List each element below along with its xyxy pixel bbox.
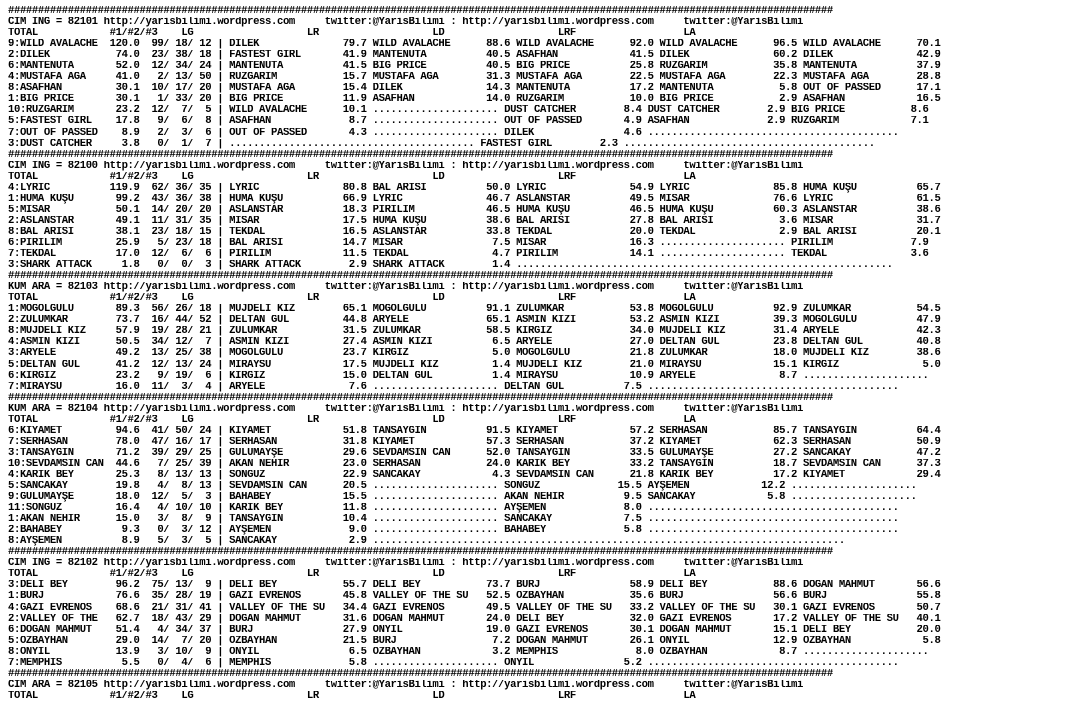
text-line: ########################################################################################################################################## bbox=[8, 271, 833, 283]
text-line: 1:AKAN NEHİR 15.0 3/ 8/ 9 | TANSAYGIN 10.4 ..................... SANCAKAY 7.5 .......................................... bbox=[8, 514, 899, 526]
text-line: ########################################################################################################################################## bbox=[8, 149, 833, 161]
text-line: 4:MUSTAFA AGA 41.0 2/ 13/ 50 | RÜZGARIM 15.7 MUSTAFA AGA 31.3 MUSTAFA AGA 22.5 MUSTAFA AGA 22.3 MUSTAFA AGA 28.8 bbox=[8, 72, 941, 84]
text-line: 10:RÜZGARIM 23.2 12/ 7/ 5 | WILD AVALACHE 10.1 ..................... DUST CATCHER 8.4 DUST CATCHER 2.9 BIG PRICE 8.6 bbox=[8, 105, 929, 117]
text-line: 7:SERHASAN 78.0 47/ 16/ 17 | SERHASAN 31.8 KIYAMET 57.3 SERHASAN 37.2 KIYAMET 62.3 SERHASAN 50.9 bbox=[8, 436, 941, 448]
text-line: CIM ING = 82100 http://yarisbilimi.wordpress.com twitter:@YarisBilimi : http://yarisbilimi.wordpress.com twitter:@YarisBilimi bbox=[8, 160, 803, 172]
text-line: 1:BURJ 76.6 35/ 28/ 19 | GAZİ EVRENOS 45.8 VALLEY OF THE SU 52.5 ÖZBAYHAN 35.6 BURJ 56.6 BURJ 55.8 bbox=[8, 591, 941, 603]
text-line: 7:MEMPHIS 5.5 0/ 4/ 6 | MEMPHIS 5.8 ..................... ONYIL 5.2 .......................................... bbox=[8, 657, 899, 669]
text-line: TOTAL #1/#2/#3 LG LR LD LRF LA bbox=[8, 28, 696, 40]
text-line: 11:SONGÜZ 16.4 4/ 10/ 10 | KARIK BEY 11.8 ..................... AYŞEMEN 8.0 .......................................... bbox=[8, 503, 899, 515]
text-line: 1:MOĞOLGÜLÜ 89.3 56/ 26/ 18 | MÜJDELİ KIZ 65.1 MOĞOLGÜLÜ 91.1 ZÜLUMKAR 53.8 MOĞOLGÜLÜ 92.9 ZÜLUMKAR 54.5 bbox=[8, 304, 941, 316]
text-line: 2:DILEK 74.0 23/ 38/ 18 | FASTEST GIRL 41.9 MANTENUTA 40.5 ASAFHAN 41.5 DILEK 60.2 DILEK 42.9 bbox=[8, 50, 941, 62]
text-line: TOTAL #1/#2/#3 LG LR LD LRF LA bbox=[8, 171, 696, 183]
text-line: 4:LYRIC 119.9 62/ 36/ 35 | LYRIC 80.8 BAL ARISI 50.0 LYRIC 54.9 LYRIC 85.8 HUMA KUŞU 65.7 bbox=[8, 182, 941, 194]
text-line: 5:SANCAKAY 19.8 4/ 8/ 13 | SEVDAMSIN CAN 20.5 ..................... SONGÜZ 15.5 AYŞEMEN 12.2 ..................... bbox=[8, 481, 917, 493]
text-line: 7:OUT OF PASSED 8.9 2/ 3/ 6 | OUT OF PASSED 4.3 ..................... DILEK 4.6 .......................................... bbox=[8, 127, 899, 139]
text-line: 8:ONYIL 13.9 3/ 10/ 9 | ONYIL 6.5 ÖZBAYHAN 3.2 MEMPHIS 8.0 ÖZBAYHAN 8.7 ..................... bbox=[8, 646, 929, 658]
text-line: 1:BIG PRICE 30.1 1/ 33/ 20 | BIG PRICE 11.9 ASAFHAN 14.0 RÜZGARIM 10.0 BIG PRICE 2.9 ASAFHAN 16.5 bbox=[8, 94, 941, 106]
text-line: 6:DOĞAN MAHMUT 51.4 4/ 34/ 37 | BURJ 27.9 ONYIL 19.0 GAZİ EVRENOS 30.1 DOĞAN MAHMUT 15.1 DELI BEY 20.0 bbox=[8, 624, 941, 636]
text-line: TOTAL #1/#2/#3 LG LR LD LRF LA bbox=[8, 690, 696, 702]
text-line: 9:WILD AVALACHE 120.0 99/ 18/ 12 | DILEK 79.7 WILD AVALACHE 88.6 WILD AVALACHE 92.0 WILD AVALACHE 96.5 WILD AVALACHE 70.1 bbox=[8, 39, 941, 51]
text-line: 6:PIRILIM 25.9 5/ 23/ 18 | BAL ARISI 14.7 MISAR 7.5 MISAR 16.3 ..................... PIRILIM 7.9 bbox=[8, 237, 929, 249]
text-line: 5:ÖZBAYHAN 29.0 14/ 7/ 20 | ÖZBAYHAN 21.5 BURJ 7.2 DOĞAN MAHMUT 26.1 ONYIL 12.9 ÖZBAYHAN 5.8 bbox=[8, 635, 941, 647]
text-line: 4:KARIK BEY 25.3 8/ 13/ 13 | SONGÜZ 22.9 SANCAKAY 4.3 SEVDAMSIN CAN 21.8 KARIK BEY 17.2 KIYAMET 29.4 bbox=[8, 469, 941, 481]
text-line: 5:FASTEST GIRL 17.8 9/ 6/ 8 | ASAFHAN 8.7 ..................... OUT OF PASSED 4.9 ASAFHAN 2.9 RÜZGARIM 7.1 bbox=[8, 116, 929, 128]
text-line: ########################################################################################################################################## bbox=[8, 668, 833, 680]
text-line: 8:AYŞEMEN 8.9 5/ 3/ 5 | SANCAKAY 2.9 ............................................................................... bbox=[8, 536, 845, 548]
text-line: ########################################################################################################################################## bbox=[8, 392, 833, 404]
text-line: 8:ASAFHAN 30.1 10/ 17/ 20 | MUSTAFA AGA 15.4 DILEK 14.3 MANTENUTA 17.2 MANTENUTA 5.8 OUT OF PASSED 17.1 bbox=[8, 83, 941, 95]
text-line: CIM ARA = 82105 http://yarisbilimi.wordpress.com twitter:@YarisBilimi : http://yarisbilimi.wordpress.com twitter:@YarisBilimi bbox=[8, 679, 803, 691]
text-line: 4:GAZİ EVRENOS 68.6 21/ 31/ 41 | VALLEY OF THE SU 34.4 GAZİ EVRENOS 49.5 VALLEY OF THE SU 33.2 VALLEY OF THE SU 30.1 GAZİ EVRENOS 50.7 bbox=[8, 602, 941, 614]
text-line: 10:SEVDAMSIN CAN 44.6 7/ 25/ 39 | AKAN NEHİR 23.0 SERHASAN 24.0 KARIK BEY 33.2 TANSAYGIN 18.7 SEVDAMSIN CAN 37.3 bbox=[8, 458, 941, 470]
text-line: 3:DELI BEY 96.2 75/ 13/ 9 | DELI BEY 55.7 DELI BEY 73.7 BURJ 58.9 DELI BEY 88.6 DOĞAN MAHMUT 56.6 bbox=[8, 580, 941, 592]
text-line: 6:MANTENUTA 52.0 12/ 34/ 24 | MANTENUTA 41.5 BIG PRICE 40.5 BIG PRICE 25.8 RÜZGARIM 35.8 MANTENUTA 37.9 bbox=[8, 61, 941, 73]
text-line: 3:ARYELE 49.2 13/ 25/ 38 | MOĞOLGÜLÜ 23.7 KIRGIZ 5.0 MOĞOLGÜLÜ 21.8 ZÜLUMKAR 18.0 MÜJDELİ KIZ 38.6 bbox=[8, 348, 941, 360]
text-line: TOTAL #1/#2/#3 LG LR LD LRF LA bbox=[8, 293, 696, 305]
text-line: 7:MIRAYSU 16.0 11/ 3/ 4 | ARYELE 7.6 ..................... DELTAN GÜL 7.5 .......................................... bbox=[8, 381, 899, 393]
text-line: 6:KIYAMET 94.6 41/ 50/ 24 | KIYAMET 51.8 TANSAYGIN 91.5 KIYAMET 57.2 SERHASAN 85.7 TANSAYGIN 64.4 bbox=[8, 425, 941, 437]
text-line: 6:KIRGIZ 23.2 9/ 19/ 6 | KIRGIZ 15.0 DELTAN GÜL 1.4 MIRAYSU 10.9 ARYELE 8.7 ..................... bbox=[8, 370, 929, 382]
text-line: 1:HUMA KUŞU 99.2 43/ 36/ 38 | HUMA KUŞU 66.9 LYRIC 46.7 ASLANSTAR 49.5 MISAR 76.6 LYRIC 61.5 bbox=[8, 193, 941, 205]
text-line: KUM ARA = 82104 http://yarisbilimi.wordpress.com twitter:@YarisBilimi : http://yarisbilimi.wordpress.com twitter:@YarisBilimi bbox=[8, 403, 803, 415]
text-line bbox=[8, 702, 1077, 712]
text-line: CIM ING = 82101 http://yarisbilimi.wordpress.com twitter:@YarisBilimi : http://yarisbilimi.wordpress.com twitter:@YarisBilimi bbox=[8, 17, 803, 29]
text-line: 3:DUST CATCHER 3.8 0/ 1/ 7 | ......................................... FASTEST GIRL 2.3 .......................................... bbox=[8, 138, 875, 150]
text-line: 2:ASLANSTAR 49.1 11/ 31/ 35 | MISAR 17.5 HUMA KUŞU 38.6 BAL ARISI 27.8 BAL ARISI 3.6 MISAR 31.7 bbox=[8, 215, 941, 227]
text-line: 5:DELTAN GÜL 41.2 12/ 13/ 24 | MIRAYSU 17.5 MÜJDELİ KIZ 1.4 MÜJDELİ KIZ 21.0 MIRAYSU 15.1 KIRGIZ 5.0 bbox=[8, 359, 941, 371]
text-line: 8:BAL ARISI 38.1 23/ 18/ 15 | TEKDAL 16.5 ASLANSTAR 33.8 TEKDAL 20.0 TEKDAL 2.9 BAL ARISI 20.1 bbox=[8, 226, 941, 238]
text-line: 3:TANSAYGIN 71.2 39/ 29/ 25 | GÜLÜMAYŞE 29.6 SEVDAMSIN CAN 52.0 TANSAYGIN 33.5 GÜLÜMAYŞE 27.2 SANCAKAY 47.2 bbox=[8, 447, 941, 459]
text-line: 3:SHARK ATTACK 1.8 0/ 0/ 3 | SHARK ATTACK 2.9 SHARK ATTACK 1.4 ............................................................... bbox=[8, 260, 893, 272]
text-line: 8:MÜJDELİ KIZ 57.9 19/ 28/ 21 | ZÜLUMKAR 31.5 ZÜLUMKAR 58.5 KIRGIZ 34.0 MÜJDELİ KIZ 31.4 ARYELE 42.3 bbox=[8, 326, 941, 338]
text-line: 2:BAHABEY 9.3 0/ 3/ 12 | AYŞEMEN 9.0 ..................... BAHABEY 5.8 .......................................... bbox=[8, 525, 899, 537]
text-line: TOTAL #1/#2/#3 LG LR LD LRF LA bbox=[8, 414, 696, 426]
text-line: 2:VALLEY OF THE 62.7 18/ 43/ 29 | DOĞAN MAHMUT 31.6 DOĞAN MAHMUT 24.0 DELI BEY 32.0 GAZİ EVRENOS 17.2 VALLEY OF THE SU 40.1 bbox=[8, 613, 941, 625]
text-line: ########################################################################################################################################## bbox=[8, 547, 833, 559]
text-line: 2:ZÜLUMKAR 73.7 16/ 44/ 52 | DELTAN GÜL 44.8 ARYELE 65.1 ASMIN KIZI 53.2 ASMIN KIZI 39.3 MOĞOLGÜLÜ 47.9 bbox=[8, 315, 941, 327]
text-line: 7:TEKDAL 17.0 12/ 6/ 6 | PIRILIM 11.5 TEKDAL 4.7 PIRILIM 14.1 ..................... TEKDAL 3.6 bbox=[8, 249, 929, 261]
text-line: 9:GÜLÜMAYŞE 18.0 12/ 5/ 3 | BAHABEY 15.5 ..................... AKAN NEHİR 9.5 SANCAKAY 5.8 ..................... bbox=[8, 492, 917, 504]
text-line: 5:MISAR 50.1 14/ 20/ 20 | ASLANSTAR 18.3 PIRILIM 46.5 HUMA KUŞU 46.5 HUMA KUŞU 60.3 ASLANSTAR 38.6 bbox=[8, 204, 941, 216]
text-line: ########################################################################################################################################## bbox=[8, 6, 833, 17]
text-line: KUM ARA = 82103 http://yarisbilimi.wordpress.com twitter:@YarisBilimi : http://yarisbilimi.wordpress.com twitter:@YarisBilimi bbox=[8, 282, 803, 294]
text-line: 4:ASMIN KIZI 50.5 34/ 12/ 7 | ASMIN KIZI 27.4 ASMIN KIZI 6.5 ARYELE 27.0 DELTAN GÜL 23.8 DELTAN GÜL 40.8 bbox=[8, 337, 941, 349]
text-line: CIM ING = 82102 http://yarisbilimi.wordpress.com twitter:@YarisBilimi : http://yarisbilimi.wordpress.com twitter:@YarisBilimi bbox=[8, 558, 803, 570]
text-line: TOTAL #1/#2/#3 LG LR LD LRF LA bbox=[8, 569, 696, 581]
